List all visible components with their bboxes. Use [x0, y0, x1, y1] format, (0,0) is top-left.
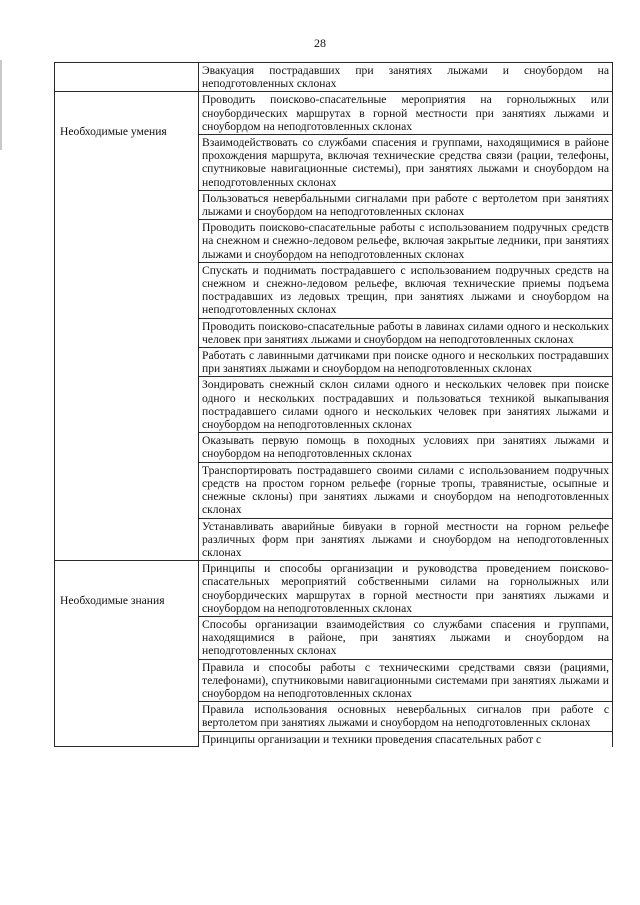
- requirement-text: Оказывать первую помощь в походных условиях при занятиях лыжами и сноубордом на неподготовленных склонах: [199, 433, 613, 462]
- requirement-text: Проводить поисково-спасательные мероприятия на горнолыжных или сноубордических маршрутах в горной местности при занятиях лыжами и сноубордом на неподготовленных склонах: [199, 92, 613, 135]
- requirement-text: Транспортировать пострадавшего своими силами с использованием подручных средств на простом горном рельефе (горные тропы, травянистые, осыпные и снежные склоны) при занятиях лыжами и сноубордом на неподготовленных склонах: [199, 462, 613, 518]
- requirement-text: Устанавливать аварийные бивуаки в горной местности на горном рельефе различных форм при занятиях лыжами и сноубордом на неподготовленных склонах: [199, 518, 613, 561]
- requirement-text: Принципы и способы организации и руководства проведением поисково-спасательных мероприятий собственными силами на горнолыжных или сноубордических маршрутах в горной местности при занятиях лыжами и сноубордом на неподготовленных склонах: [199, 561, 613, 617]
- requirement-text: Способы организации взаимодействия со службами спасения и группами, находящимися в районе, при занятиях лыжами и сноубордом на неподготовленных склонах: [199, 616, 613, 659]
- requirement-text: Проводить поисково-спасательные работы в лавинах силами одного и нескольких человек при занятиях лыжами и сноубордом на неподготовленных склонах: [199, 318, 613, 347]
- requirement-text: Правила и способы работы с техническими средствами связи (рациями, телефонами), спутниковыми навигационными системами при занятиях лыжами и сноубордом на неподготовленных склонах: [199, 659, 613, 702]
- competency-table-body: [55, 63, 613, 747]
- section-label: Необходимые умения: [55, 92, 199, 561]
- requirement-text: Эвакуация пострадавших при занятиях лыжами и сноубордом на неподготовленных склонах: [199, 63, 613, 92]
- table-row: [55, 92, 613, 135]
- page-number: 28: [314, 36, 326, 50]
- table-row: [55, 561, 613, 617]
- table-row: [55, 63, 613, 92]
- requirement-text: Пользоваться невербальными сигналами при работе с вертолетом при занятиях лыжами и сноубордом на неподготовленных склонах: [199, 190, 613, 219]
- requirement-text: Спускать и поднимать пострадавшего с использованием подручных средств на снежном и снежно-ледовом рельефе, включая технические приемы подъема пострадавших из ледовых трещин, при занятиях лыжами и сноубордом на неподготовленных склонах: [199, 262, 613, 318]
- requirement-text: Принципы организации и техники проведения спасательных работ с: [199, 731, 613, 747]
- section-label: Необходимые знания: [55, 561, 199, 747]
- section-label-empty: [55, 63, 199, 92]
- requirement-text: Взаимодействовать со службами спасения и группами, находящимися в районе прохождения маршрута, включая технические средства связи (рации, телефоны, спутниковые навигационные системы), при занятиях лыжами и сноубордом на неподготовленных склонах: [199, 135, 613, 191]
- requirement-text: Правила использования основных невербальных сигналов при работе с вертолетом при занятиях лыжами и сноубордом на неподготовленных склонах: [199, 702, 613, 731]
- competency-table: [54, 62, 613, 747]
- requirement-text: Работать с лавинными датчиками при поиске одного и нескольких пострадавших при занятиях лыжами и сноубордом на неподготовленных склонах: [199, 348, 613, 377]
- requirement-text: Зондировать снежный склон силами одного и нескольких человек при поиске одного и нескольких пострадавших и пользоваться техникой выкапывания пострадавшего силами одного и нескольких человек при занятиях лыжами и сноубордом на неподготовленных склонах: [199, 377, 613, 433]
- scan-edge-mark: [0, 60, 2, 150]
- requirement-text: Проводить поисково-спасательные работы с использованием подручных средств на снежном и снежно-ледовом рельефе, включая закрытые ледники, при занятиях лыжами и сноубордом на неподготовленных склонах: [199, 220, 613, 263]
